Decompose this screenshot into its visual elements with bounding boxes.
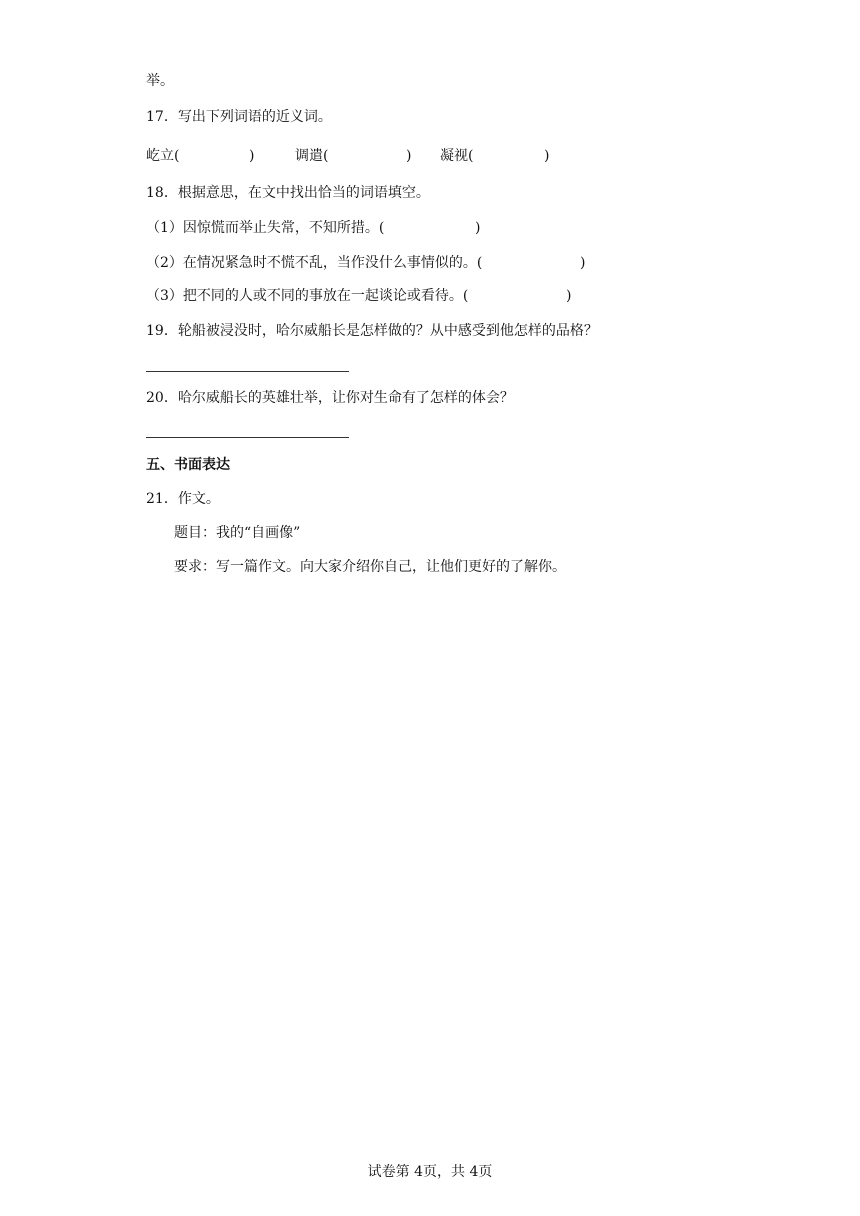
- question-17-word-2: [295, 146, 328, 166]
- essay-topic: 题目：我的“自画像”: [174, 525, 301, 541]
- answer-underline: [146, 437, 349, 438]
- answer-close-paren: ): [544, 148, 550, 164]
- question-17-word-1: [146, 146, 179, 166]
- synonym-word: 凝视(: [440, 148, 474, 164]
- question-18-sub-2: （2）在情况紧急时不慌不乱，当作没什么事情似的。(: [146, 255, 483, 271]
- answer-close-paren: ): [406, 148, 412, 164]
- synonym-word: 屹立(: [146, 148, 180, 164]
- answer-close-paren: ): [475, 220, 481, 236]
- answer-underline: [146, 371, 349, 372]
- question-18-sub-3: （3）把不同的人或不同的事放在一起谈论或看待。(: [146, 288, 469, 304]
- essay-requirement: 要求：写一篇作文。向大家介绍你自己，让他们更好的了解你。: [174, 559, 566, 575]
- question-17-word-3: [440, 146, 473, 166]
- question-20-label: 20．哈尔威船长的英雄壮举，让你对生命有了怎样的体会？: [146, 390, 514, 406]
- synonym-word: 调遣(: [295, 148, 329, 164]
- question-18-label: 18．根据意思，在文中找出恰当的词语填空。: [146, 185, 430, 201]
- answer-close-paren: ): [249, 148, 255, 164]
- question-18-sub-1: （1）因惊慌而举止失常，不知所措。(: [146, 220, 385, 236]
- question-17-label: 17．写出下列词语的近义词。: [146, 109, 332, 125]
- carryover-text: 举。: [146, 73, 174, 89]
- page-footer: 试卷第 4页，共 4页: [367, 1164, 493, 1180]
- question-19-label: 19．轮船被浸没时，哈尔威船长是怎样做的？从中感受到他怎样的品格？: [146, 323, 598, 339]
- question-21-label: 21．作文。: [146, 491, 220, 507]
- answer-close-paren: ): [580, 255, 586, 271]
- section-heading: 五、书面表达: [146, 457, 230, 473]
- answer-close-paren: ): [566, 288, 572, 304]
